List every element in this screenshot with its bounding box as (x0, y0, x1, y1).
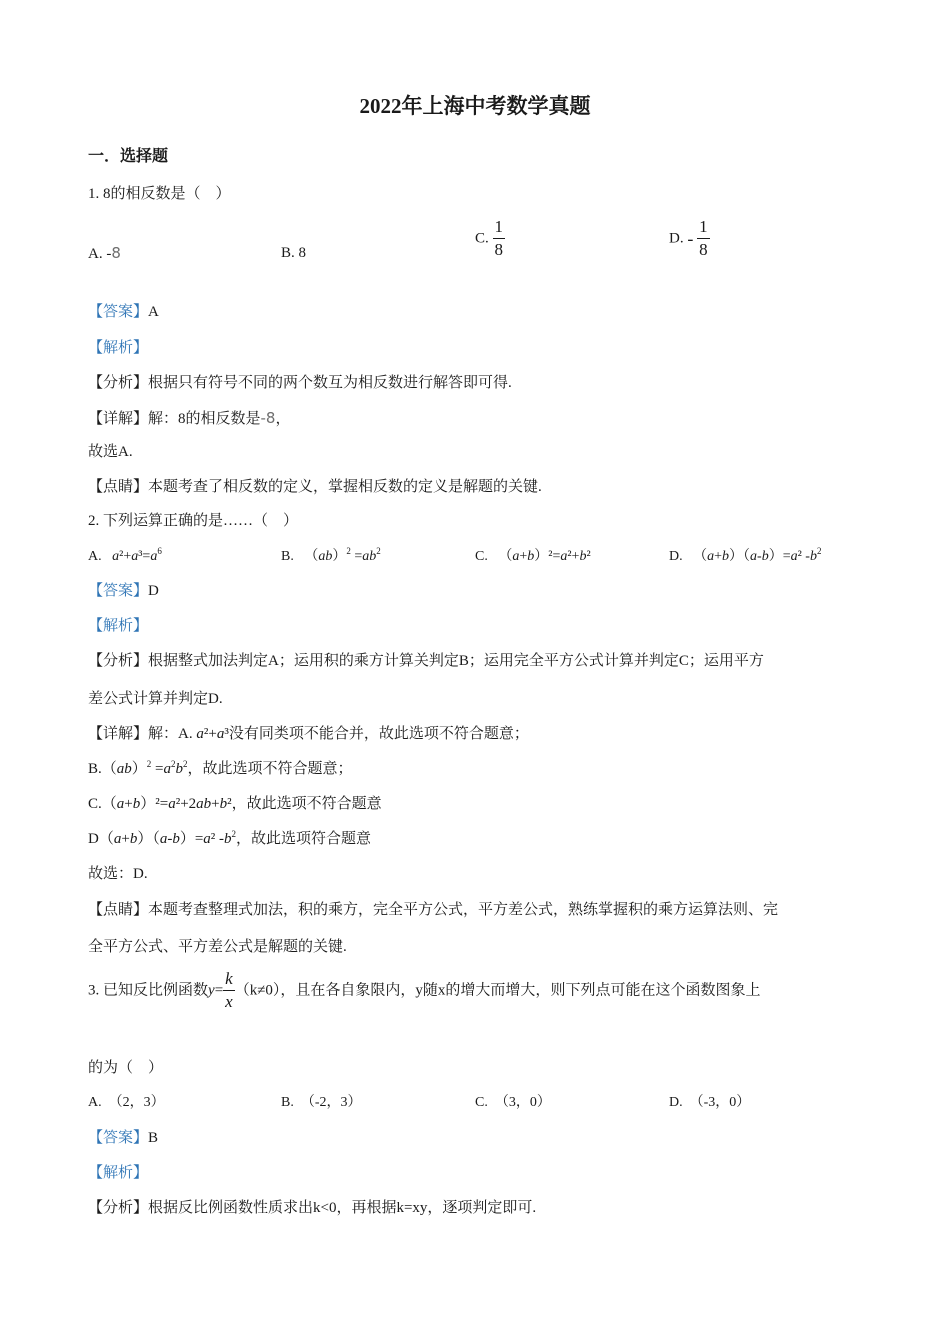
q1-xiangjie (88, 408, 291, 429)
q2-stem: 2. 下列运算正确的是……（ ） (88, 513, 299, 529)
q2-option-d: D. （a+b）（a-b）=a² $-b^2$ (669, 546, 822, 564)
q2-fenxi-line2: 差公式计算并判定D. (88, 691, 223, 707)
q1-answer-value: A (148, 304, 159, 320)
q2-option-a: A. $a^2+a^3=a^6$ (88, 546, 162, 564)
q2-line-c: C.（a+b）²=a²+2ab+b²，故此选项不符合题意 (88, 796, 382, 812)
q1-option-c (475, 216, 505, 261)
q2-dianjing-line2: 全平方公式、平方差公式是解题的关键. (88, 939, 347, 955)
q3-stem-suffix: （k≠0），且在各自象限内，y随x的增大而增大，则下列点可能在这个函数图象上 (234, 982, 761, 999)
q2-line-b-suffix: ，故此选项不符合题意； (187, 761, 353, 777)
q1-option-b: B. 8 (281, 245, 307, 261)
q1-option-d-denominator: 8 (699, 240, 708, 259)
q1-option-d-label: D. (669, 230, 684, 247)
q3-option-b: B. （-2，3） (281, 1095, 362, 1110)
q2-fenxi-line1: 【分析】根据整式加法判定A；运用积的乘方计算关判定B；运用完全平方公式计算并判定C；运用平方 (88, 653, 764, 669)
q2-xiangjie: 【详解】解：A. a²+a³没有同类项不能合并，故此选项不符合题意； (88, 726, 529, 742)
q3-fraction-numerator: k (223, 968, 235, 991)
q1-option-c-label: C. (475, 230, 489, 247)
q1-answer (88, 302, 159, 322)
q2-option-c: C. （a+b）²=a²+b² (475, 549, 591, 564)
q2-answer (88, 581, 159, 601)
q3-stem-prefix: 3. 已知反比例函数 (88, 982, 209, 999)
q1-fenxi: 【分析】根据只有符号不同的两个数互为相反数进行解答即可得. (88, 375, 512, 391)
q2-answer-value: D (148, 583, 159, 599)
q1-option-d-numerator: 1 (697, 216, 710, 239)
q3-answer-tag: 【答案】 (88, 1130, 149, 1146)
q3-stem: 3. 已知反比例函数y= $\frac{k}{x}$ （k≠0），且在各自象限内，y随x的增大而增大，则下列点可能在这个函数图象上 (88, 969, 761, 1011)
q2-dianjing-line1: 【点睛】本题考查整理式加法，积的乘方，完全平方公式，平方差公式，熟练掌握积的乘方运算法则、完 (88, 902, 779, 918)
q2-analysis-tag: 【解析】 (88, 618, 149, 634)
q1-option-c-denominator: 8 (494, 240, 504, 259)
q2-xiangjie-suffix: 没有同类项不能合并，故此选项不符合题意； (228, 726, 529, 742)
q2-xiangjie-prefix: 【详解】解：A. (88, 726, 193, 742)
section-heading: 一．选择题 (88, 148, 169, 165)
q3-answer-value: B (148, 1130, 159, 1146)
q1-guxuan: 故选A. (88, 444, 133, 460)
q1-option-d-sign: - (687, 228, 694, 249)
q1-answer-tag: 【答案】 (88, 304, 149, 320)
q3-answer (88, 1128, 158, 1148)
q2-line-d: D（a+b）（a-b）=a² $-b^2$，故此选项符合题意 (88, 829, 372, 847)
q1-analysis-tag: 【解析】 (88, 340, 149, 356)
q1-xiangjie-value: -8 (260, 409, 276, 427)
page-title: 2022年上海中考数学真题 (359, 94, 591, 118)
q1-option-a (88, 243, 121, 264)
q1-option-a-value: 8 (111, 244, 121, 262)
q1-option-d (669, 216, 710, 261)
q3-stem-line2: 的为（ ） (88, 1060, 164, 1076)
q1-option-a-label: A. - (88, 246, 112, 262)
q3-function-fraction (223, 968, 235, 1013)
q2-answer-tag: 【答案】 (88, 583, 149, 599)
q3-fraction-denominator: x (225, 992, 233, 1011)
q3-fenxi: 【分析】根据反比例函数性质求出k<0，再根据k=xy，逐项判定即可. (88, 1200, 537, 1216)
q2-option-b: B. $(ab)^2 =ab^2$ (281, 546, 381, 564)
q3-option-c: C. （3，0） (475, 1095, 551, 1110)
q1-dianjing: 【点睛】本题考查了相反数的定义，掌握相反数的定义是解题的关键. (88, 479, 542, 495)
q2-guxuan: 故选：D. (88, 866, 148, 882)
q2-line-b: $B.(ab)^2 =a^2b^2$，故此选项不符合题意； (88, 759, 353, 777)
q1-xiangjie-end: ， (275, 411, 291, 427)
q3-option-d: D. （-3，0） (669, 1095, 751, 1110)
q1-option-c-numerator: 1 (493, 216, 506, 239)
q3-analysis-tag: 【解析】 (88, 1165, 149, 1181)
q3-option-a: A. （2，3） (88, 1095, 165, 1110)
q1-option-d-fraction (697, 216, 710, 261)
q1-xiangjie-text: 【详解】解：8的相反数是 (88, 411, 261, 427)
q1-stem: 1. 8的相反数是（ ） (88, 186, 231, 202)
q2-line-d-suffix: ，故此选项符合题意 (236, 831, 372, 847)
q1-option-c-fraction (493, 216, 506, 261)
q2-line-c-suffix: ，故此选项不符合题意 (231, 796, 382, 812)
